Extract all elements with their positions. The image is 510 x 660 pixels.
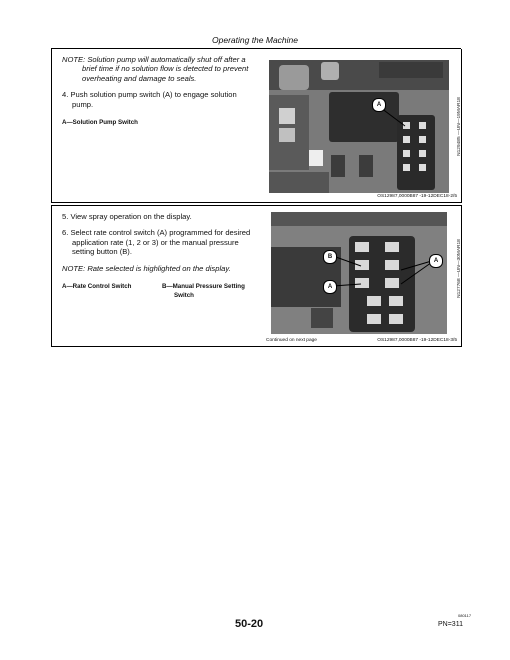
legend-item-a: A—Rate Control Switch (62, 283, 132, 291)
reference-code: OS12987,0000B87 -19-12DEC18-2/5 (377, 194, 457, 199)
step-line: 4. Push solution pump switch (A) to engage solution (62, 90, 237, 100)
callout-b: B (323, 250, 337, 264)
continued-note: Continued on next page (266, 338, 317, 343)
step-line: pump. (72, 99, 94, 109)
footer-code: 080117 (458, 613, 472, 618)
legend-line: Switch (174, 292, 194, 300)
page-header-title: Operating the Machine (212, 35, 298, 45)
section-solution-pump (51, 49, 462, 203)
note-rate-selected: NOTE: Rate selected is highlighted on the display. (62, 263, 231, 273)
legend-item-b (162, 282, 262, 301)
section-spray-rate (51, 205, 462, 347)
section2-text (62, 212, 267, 304)
callout-a: A (372, 98, 386, 112)
section1-text (62, 55, 267, 127)
note-solution-pump (62, 55, 267, 83)
step-5: 5. View spray operation on the display. (62, 212, 192, 221)
photo-rate-control-switch (271, 212, 447, 334)
legend-rate-controls (62, 282, 267, 304)
step-line: 6. Select rate control switch (A) programmed for desired (62, 228, 251, 238)
note-line: brief time if no solution flow is detected to prevent (82, 64, 249, 74)
step-4 (62, 90, 267, 109)
callout-a: A (429, 254, 443, 268)
step-6 (62, 228, 267, 256)
note-line: NOTE: Solution pump will automatically shut off after a (62, 55, 246, 64)
step-line: setting button (B). (72, 247, 132, 257)
reference-code: OS12987,0000B87 -19-12DEC18-3/5 (377, 338, 457, 343)
legend-line: B—Manual Pressure Setting (162, 283, 245, 291)
photo-solution-pump-switch (269, 60, 449, 193)
legend-solution-pump: A—Solution Pump Switch (62, 119, 138, 127)
callout-a: A (323, 280, 337, 294)
figure-code: N127768 —UN—30MAR18 (457, 239, 463, 298)
pn-number: PN=311 (438, 621, 463, 628)
step-line: application rate (1, 2 or 3) or the manual pressure (72, 237, 239, 247)
figure-code: N129485 —UN—19MAR18 (457, 97, 463, 156)
note-line: overheating and damage to seals. (82, 73, 197, 83)
page-number: 50-20 (235, 618, 264, 630)
